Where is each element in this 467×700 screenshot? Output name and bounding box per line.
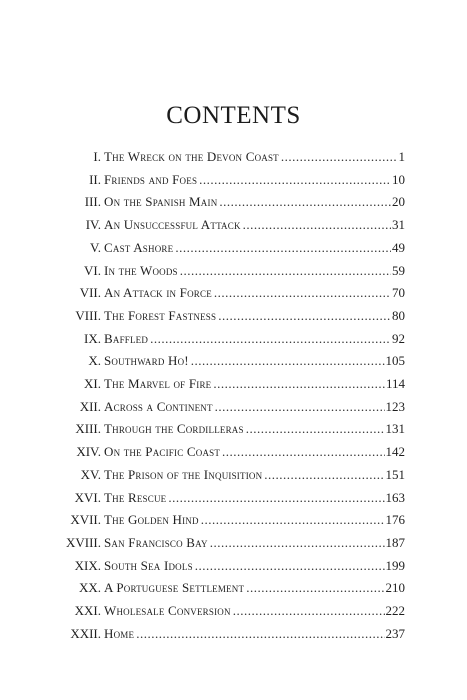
dot-leader bbox=[180, 260, 391, 282]
toc-entry bbox=[0, 237, 467, 259]
toc-entry bbox=[0, 396, 467, 418]
toc-entry bbox=[0, 191, 467, 213]
toc-line bbox=[104, 350, 405, 372]
page-number: 49 bbox=[392, 239, 405, 255]
page-number: 210 bbox=[385, 580, 405, 596]
toc-line bbox=[104, 555, 405, 577]
toc-line bbox=[104, 509, 405, 531]
page-number: 105 bbox=[385, 353, 405, 369]
toc-entry bbox=[0, 555, 467, 577]
toc-line bbox=[104, 600, 405, 622]
chapter-title: An Attack in Force bbox=[104, 285, 212, 301]
toc-entry bbox=[0, 623, 467, 645]
chapter-number: XIX. bbox=[74, 557, 101, 573]
chapter-title: Southward Ho! bbox=[104, 353, 189, 369]
chapter-title: In the Woods bbox=[104, 262, 178, 278]
toc-line bbox=[104, 532, 405, 554]
chapter-title: A Portuguese Settlement bbox=[104, 580, 245, 596]
chapter-number: IX. bbox=[84, 330, 101, 346]
chapter-number: XIV. bbox=[76, 444, 101, 460]
toc-line bbox=[104, 237, 405, 259]
chapter-number: IV. bbox=[85, 217, 101, 233]
toc-line bbox=[104, 623, 405, 645]
page-number: 123 bbox=[385, 398, 405, 414]
dot-leader bbox=[243, 214, 391, 236]
page-number: 176 bbox=[385, 512, 405, 528]
page-number: 187 bbox=[385, 534, 405, 550]
chapter-title: On the Spanish Main bbox=[104, 194, 218, 210]
dot-leader bbox=[214, 282, 391, 304]
chapter-title: The Wreck on the Devon Coast bbox=[104, 149, 279, 164]
toc-entry bbox=[0, 328, 467, 350]
page-number: 222 bbox=[385, 603, 405, 618]
chapter-number: XVIII. bbox=[65, 534, 101, 550]
toc-entry bbox=[0, 169, 467, 191]
dot-leader bbox=[246, 418, 385, 440]
toc-line bbox=[104, 305, 405, 327]
toc-line bbox=[104, 282, 405, 304]
page-number: 151 bbox=[385, 466, 405, 482]
toc-entry bbox=[0, 214, 467, 236]
chapter-number: II. bbox=[89, 171, 101, 187]
dot-leader bbox=[233, 600, 385, 622]
chapter-number: XV. bbox=[80, 466, 101, 482]
page-number: 131 bbox=[385, 421, 405, 437]
toc-entry bbox=[0, 260, 467, 282]
dot-leader bbox=[175, 237, 391, 259]
chapter-title: Through the Cordilleras bbox=[104, 421, 244, 437]
toc-entry bbox=[0, 577, 467, 599]
dot-leader bbox=[210, 532, 385, 554]
toc-entry bbox=[0, 487, 467, 509]
chapter-title: An Unsuccessful Attack bbox=[104, 217, 241, 233]
chapter-number: V. bbox=[90, 239, 101, 255]
chapter-title: The Prison of the Inquisition bbox=[104, 466, 263, 482]
dot-leader bbox=[199, 169, 391, 191]
chapter-title: South Sea Idols bbox=[104, 557, 193, 573]
toc-entry bbox=[0, 509, 467, 531]
toc-line bbox=[104, 191, 405, 213]
dot-leader bbox=[215, 396, 385, 418]
chapter-title: Across a Continent bbox=[104, 398, 213, 414]
page-number: 59 bbox=[392, 262, 405, 278]
dot-leader bbox=[246, 577, 384, 599]
chapter-number: XIII. bbox=[75, 421, 101, 437]
page-number: 163 bbox=[385, 489, 405, 505]
toc-entry bbox=[0, 418, 467, 440]
toc-entry bbox=[0, 305, 467, 327]
page-number: 114 bbox=[385, 376, 405, 391]
page-number: 142 bbox=[385, 444, 405, 460]
toc-line bbox=[104, 441, 405, 463]
dot-leader bbox=[218, 305, 391, 327]
chapter-number: XI. bbox=[84, 376, 101, 391]
toc-line bbox=[104, 487, 405, 509]
dot-leader bbox=[264, 464, 384, 486]
chapter-number: I. bbox=[93, 149, 101, 164]
toc-line bbox=[104, 396, 405, 418]
toc-line bbox=[104, 260, 405, 282]
page-number: 237 bbox=[385, 625, 405, 641]
dot-leader bbox=[150, 328, 391, 350]
chapter-number: VII. bbox=[79, 285, 101, 301]
chapter-title: Baffled bbox=[104, 330, 149, 346]
page-number: 199 bbox=[385, 557, 405, 573]
chapter-number: XXI. bbox=[74, 603, 101, 618]
chapter-number: VI. bbox=[84, 262, 101, 278]
toc-line bbox=[104, 418, 405, 440]
dot-leader bbox=[281, 146, 398, 168]
toc-line bbox=[104, 577, 405, 599]
chapter-title: The Rescue bbox=[104, 489, 167, 505]
toc-line bbox=[104, 169, 405, 191]
toc-entry bbox=[0, 146, 467, 168]
chapter-number: XII. bbox=[79, 398, 101, 414]
chapter-title: Home bbox=[104, 625, 135, 641]
page-number: 1 bbox=[398, 149, 405, 164]
dot-leader bbox=[213, 373, 385, 395]
chapter-title: San Francisco Bay bbox=[104, 534, 208, 550]
chapter-title: The Golden Hind bbox=[104, 512, 199, 528]
toc-entry bbox=[0, 441, 467, 463]
toc-line bbox=[104, 373, 405, 395]
toc-entry bbox=[0, 464, 467, 486]
toc-entry bbox=[0, 600, 467, 622]
toc-entry bbox=[0, 350, 467, 372]
page-number: 80 bbox=[392, 307, 405, 323]
page-number: 70 bbox=[392, 285, 405, 301]
chapter-number: XX. bbox=[78, 580, 101, 596]
page-number: 10 bbox=[392, 171, 405, 187]
toc-entry bbox=[0, 532, 467, 554]
toc-line bbox=[104, 214, 405, 236]
chapter-number: III. bbox=[84, 194, 101, 210]
toc-entry bbox=[0, 282, 467, 304]
chapter-title: Cast Ashore bbox=[104, 239, 174, 255]
dot-leader bbox=[219, 191, 391, 213]
page-number: 31 bbox=[392, 217, 405, 233]
chapter-number: XVI. bbox=[74, 489, 101, 505]
toc-line bbox=[104, 328, 405, 350]
chapter-title: Friends and Foes bbox=[104, 171, 198, 187]
chapter-title: On the Pacific Coast bbox=[104, 444, 221, 460]
chapter-number: X. bbox=[88, 353, 101, 369]
dot-leader bbox=[168, 487, 384, 509]
toc-entry bbox=[0, 373, 467, 395]
contents-heading: CONTENTS bbox=[166, 102, 301, 129]
dot-leader bbox=[201, 509, 385, 531]
chapter-number: VIII. bbox=[75, 307, 101, 323]
chapter-number: XXII. bbox=[70, 625, 101, 641]
page-number: 20 bbox=[392, 194, 405, 210]
dot-leader bbox=[222, 441, 384, 463]
toc-line bbox=[104, 464, 405, 486]
dot-leader bbox=[136, 623, 384, 645]
chapter-title: The Forest Fastness bbox=[104, 307, 217, 323]
chapter-title: Wholesale Conversion bbox=[104, 603, 231, 618]
dot-leader bbox=[191, 350, 385, 372]
toc-line bbox=[104, 146, 405, 168]
chapter-number: XVII. bbox=[70, 512, 101, 528]
chapter-title: The Marvel of Fire bbox=[104, 376, 212, 391]
page-number: 92 bbox=[392, 330, 405, 346]
dot-leader bbox=[195, 555, 385, 577]
